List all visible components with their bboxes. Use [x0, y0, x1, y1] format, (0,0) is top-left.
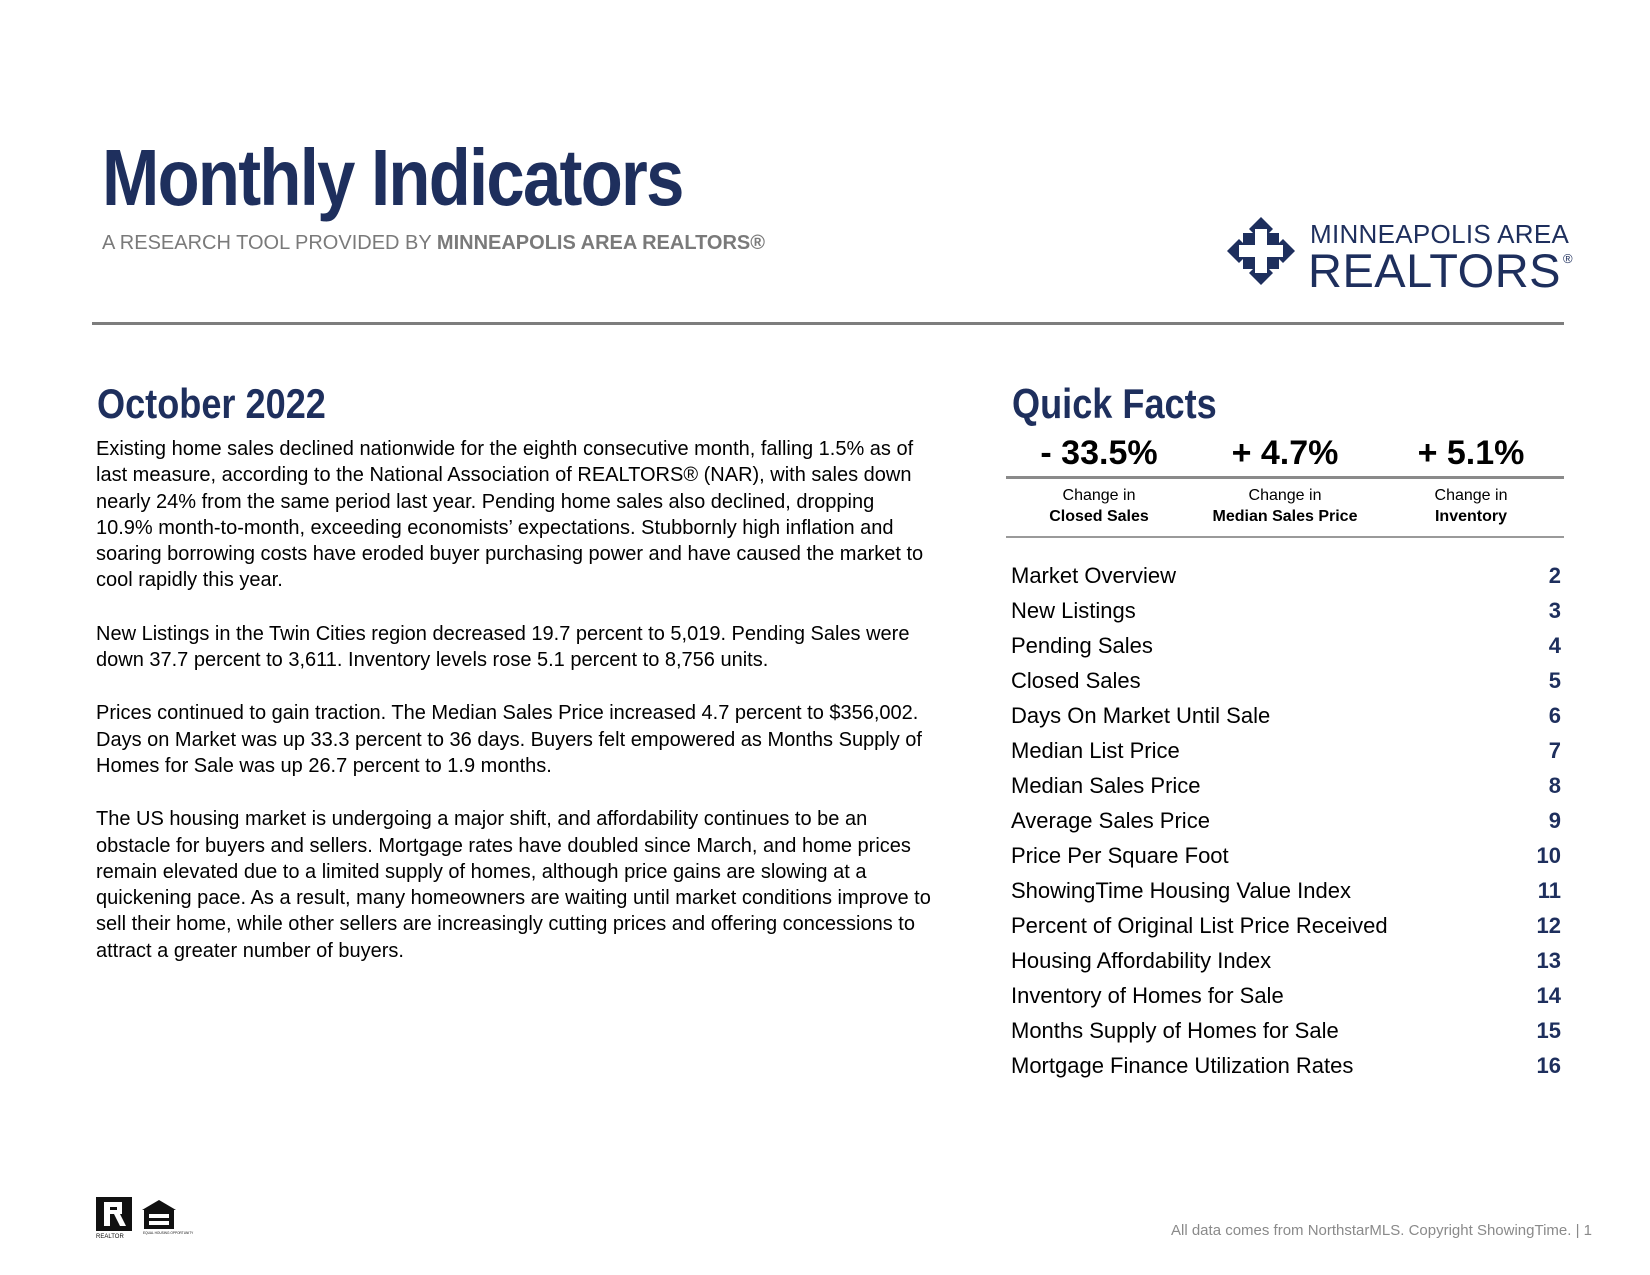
body-paragraph: Prices continued to gain traction. The Median Sales Price increased 4.7 percent to $356,002. Days on Market was up 33.3 percent to 36 days. Buyers felt empowered as Months Supply of Homes for Sale was up 26.7 percent to 1.9 months. [96, 702, 922, 777]
logo-registered-mark: ® [1563, 251, 1574, 266]
toc-label: Months Supply of Homes for Sale [1011, 1018, 1339, 1043]
toc-page-number: 14 [1536, 983, 1561, 1008]
toc-page-number: 15 [1536, 1018, 1561, 1043]
equal-housing-caption: EQUAL HOUSING OPPORTUNITY [143, 1231, 194, 1235]
stat-label-bottom: Closed Sales [1049, 508, 1149, 525]
logo-text-line1: MINNEAPOLIS AREA [1310, 219, 1570, 249]
stat-closed-sales-label [1006, 485, 1192, 533]
stat-inventory-label [1378, 485, 1564, 533]
toc-page-number: 4 [1548, 633, 1561, 658]
logo-text-line2 [1308, 243, 1573, 298]
report-month: October 2022 [97, 380, 326, 427]
toc-item[interactable] [1011, 978, 1561, 1013]
toc-page-number: 7 [1548, 738, 1561, 763]
toc-item[interactable] [1011, 593, 1561, 628]
toc-page-number: 10 [1536, 843, 1561, 868]
toc-item[interactable] [1011, 733, 1561, 768]
toc-label: Market Overview [1011, 563, 1177, 588]
stat-label-bottom: Inventory [1434, 508, 1507, 525]
toc-label: ShowingTime Housing Value Index [1011, 878, 1351, 903]
toc-page-number: 11 [1537, 878, 1561, 903]
toc-label: Percent of Original List Price Received [1011, 913, 1388, 938]
toc-label: Average Sales Price [1011, 808, 1210, 833]
toc-page-number: 5 [1548, 668, 1561, 693]
toc-item[interactable] [1011, 838, 1561, 873]
toc-item[interactable] [1011, 803, 1561, 838]
realtor-r-icon [96, 1197, 132, 1240]
toc-page-number: 8 [1548, 773, 1561, 798]
stat-label-top: Change in [1062, 487, 1136, 504]
stat-closed-sales-value: - 33.5% [1040, 434, 1158, 472]
stat-label-bottom: Median Sales Price [1212, 508, 1358, 525]
report-body [96, 436, 936, 991]
toc-item[interactable] [1011, 908, 1561, 943]
stat-median-price-value: + 4.7% [1231, 434, 1339, 472]
header-divider [92, 322, 1564, 325]
toc-page-number: 2 [1548, 563, 1561, 588]
body-paragraph: Existing home sales declined nationwide for the eighth consecutive month, falling 1.5% as of last measure, according to the National Association of REALTORS® (NAR), with sales down nearly 24% from the same period last year. Pending home sales also declined, dropping 10.9% month-to-month, exceeding economists’ expectations. Stubbornly high inflation and soaring borrowing costs have eroded buyer purchasing power and have caused the market to cool rapidly this year. [96, 438, 924, 592]
footer-icons-svg [96, 1197, 194, 1240]
toc-label: Days On Market Until Sale [1011, 703, 1271, 728]
toc-item[interactable] [1011, 663, 1561, 698]
toc-page-number: 6 [1548, 703, 1561, 728]
logo-text-realtors: REALTORS [1308, 244, 1561, 297]
toc-item[interactable] [1011, 1013, 1561, 1048]
toc-label: Inventory of Homes for Sale [1011, 983, 1284, 1008]
toc-item[interactable] [1011, 873, 1561, 908]
stat-label-top: Change in [1248, 487, 1322, 504]
subtitle-org: MINNEAPOLIS AREA REALTORS® [436, 232, 766, 254]
toc-item[interactable] [1011, 768, 1561, 803]
subtitle-prefix: A RESEARCH TOOL PROVIDED BY [102, 232, 437, 254]
toc-label: Closed Sales [1011, 668, 1141, 693]
toc-page-number: 3 [1548, 598, 1561, 623]
toc-label: Median List Price [1011, 738, 1180, 763]
stat-median-price-label [1192, 485, 1378, 533]
toc-page-number: 13 [1536, 948, 1561, 973]
realtors-logo-icon [1225, 215, 1297, 287]
quick-facts-stats [1006, 430, 1564, 538]
toc-item[interactable] [1011, 558, 1561, 593]
equal-housing-icon [142, 1200, 194, 1235]
toc-label: Median Sales Price [1011, 773, 1201, 798]
toc-page-number: 9 [1548, 808, 1561, 833]
toc-item[interactable] [1011, 628, 1561, 663]
stat-inventory-value: + 5.1% [1417, 434, 1525, 472]
toc-label: Pending Sales [1011, 633, 1153, 658]
footer-copyright: All data comes from NorthstarMLS. Copyright ShowingTime. | 1 [1171, 1222, 1592, 1239]
quick-facts-title: Quick Facts [1012, 380, 1217, 427]
stat-label-top: Change in [1434, 487, 1508, 504]
toc-label: Mortgage Finance Utilization Rates [1011, 1053, 1354, 1078]
realtors-logo [1225, 215, 1574, 297]
table-of-contents [1011, 558, 1561, 1083]
toc-label: Housing Affordability Index [1011, 948, 1272, 973]
toc-page-number: 12 [1536, 913, 1561, 938]
toc-page-number: 16 [1536, 1053, 1561, 1078]
toc-label: Price Per Square Foot [1011, 843, 1229, 868]
subtitle [102, 232, 765, 255]
body-paragraph: New Listings in the Twin Cities region decreased 19.7 percent to 5,019. Pending Sales were down 37.7 percent to 3,611. Inventory levels rose 5.1 percent to 8,756 units. [96, 622, 910, 672]
stats-bottom-divider [1006, 536, 1564, 538]
realtor-mark-caption: REALTOR [96, 1234, 124, 1240]
footer-icons [96, 1197, 194, 1240]
toc-item[interactable] [1011, 698, 1561, 733]
body-paragraph: The US housing market is undergoing a major shift, and affordability continues to be an obstacle for buyers and sellers. Mortgage rates have doubled since March, and home prices remain elevated due to a limited supply of homes, although price gains are slowing at a quickening pace. As a result, many homeowners are waiting until market conditions improve to sell their home, while other sellers are increasingly cutting prices and offering concessions to attract a greater number of buyers. [96, 808, 931, 962]
page-title: Monthly Indicators [102, 133, 683, 222]
toc-item[interactable] [1011, 1048, 1561, 1083]
toc-item[interactable] [1011, 943, 1561, 978]
toc-label: New Listings [1011, 598, 1136, 623]
